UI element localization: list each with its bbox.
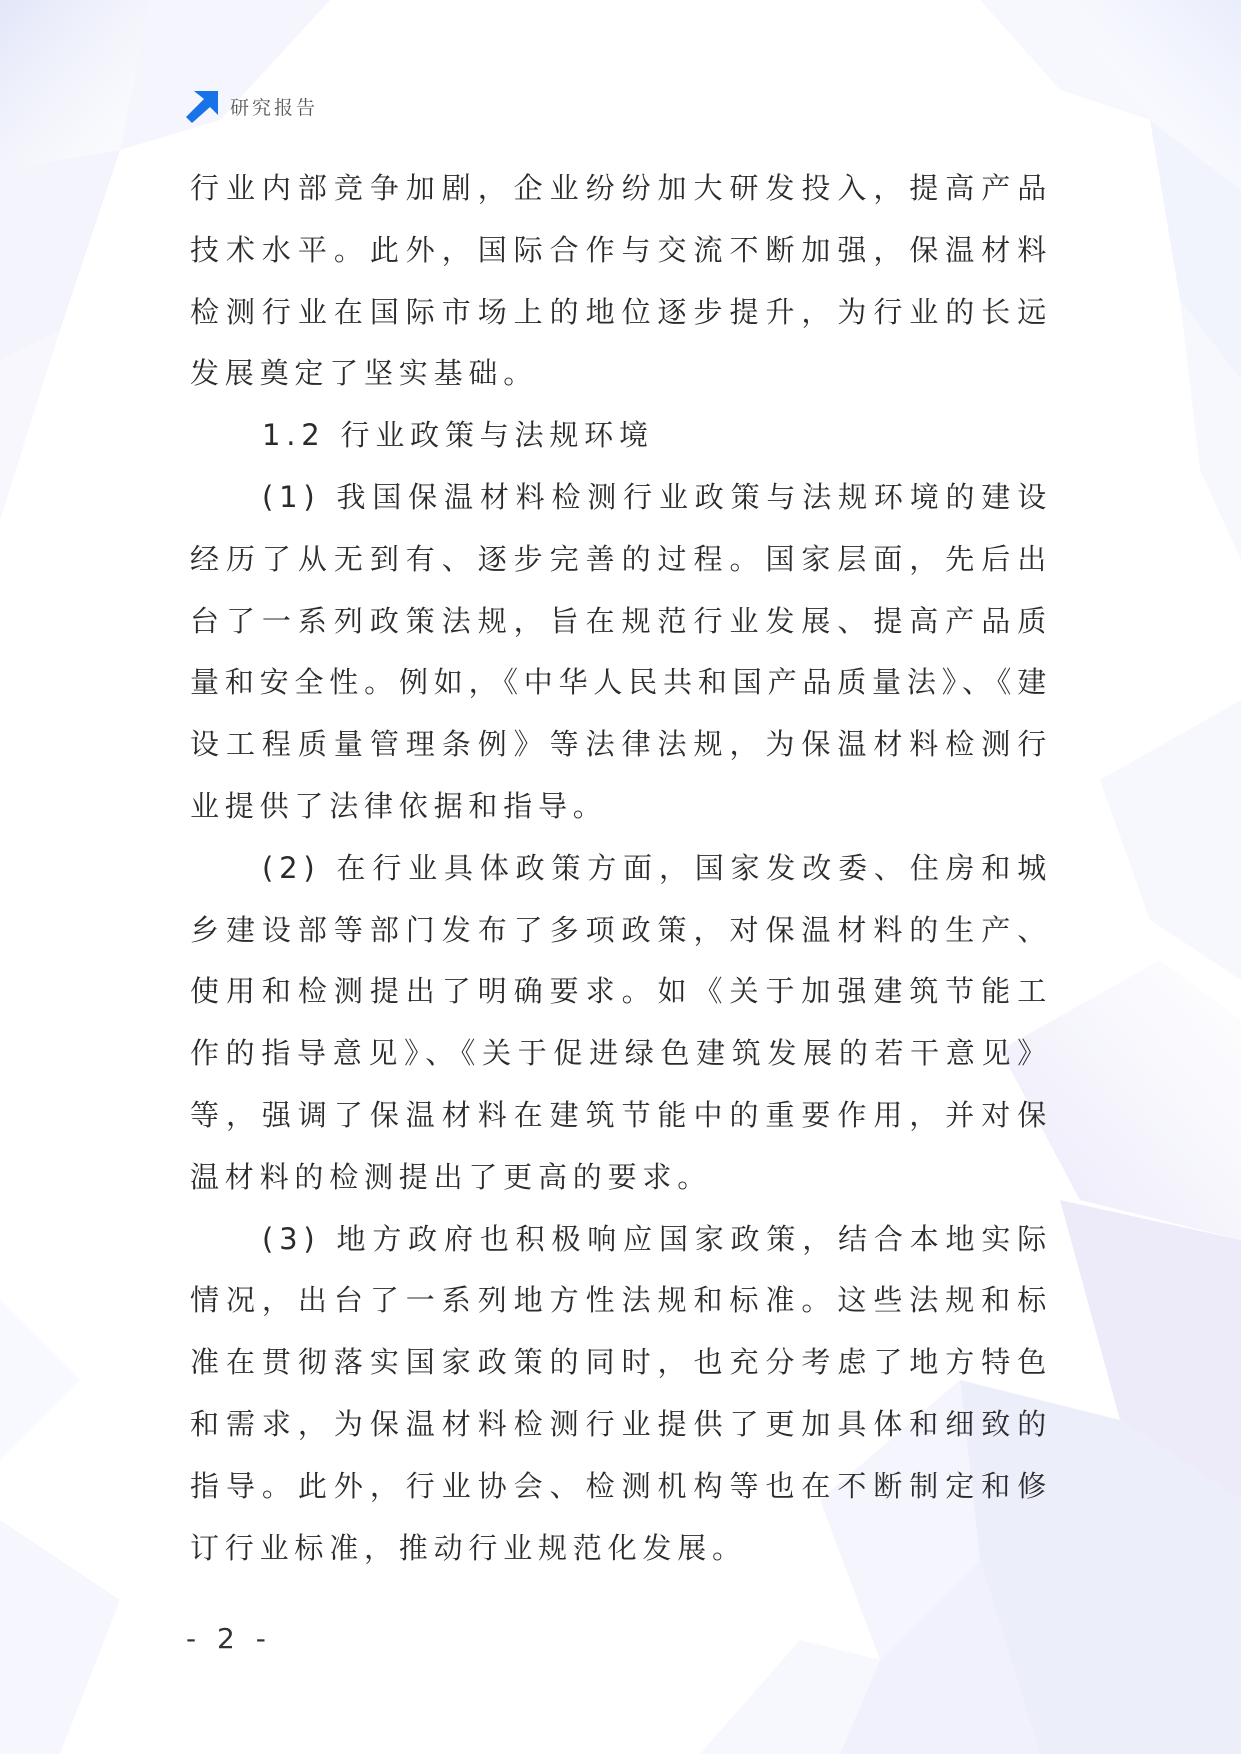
- section-heading: 1.2 行业政策与法规环境: [262, 418, 654, 453]
- arrow-up-right-icon: [186, 89, 220, 123]
- paragraph-continuation: 行业内部竞争加剧，企业纷纷加大研发投入，提高产品技术水平。此外，国际合作与交流不断加强，保温材料检测行业在国际市场上的地位逐步提升，为行业的长远发展奠定了坚实基础。: [190, 171, 1052, 391]
- paragraph-1: (1) 我国保温材料检测行业政策与法规环境的建设经历了从无到有、逐步完善的过程。国家层面，先后出台了一系列政策法规，旨在规范行业发展、提高产品质量和安全性。例如，《中华人民共和国产品质量法》、《建设工程质量管理条例》等法律法规，为保温材料检测行业提供了法律依据和指导。: [190, 479, 1052, 823]
- document-body: [190, 158, 1052, 1579]
- header-title: 研究报告: [230, 96, 319, 119]
- paragraph-2: (2) 在行业具体政策方面，国家发改委、住房和城乡建设部等部门发布了多项政策，对保温材料的生产、使用和检测提出了明确要求。如《关于加强建筑节能工作的指导意见》、《关于促进绿色建筑发展的若干意见》等，强调了保温材料在建筑节能中的重要作用，并对保温材料的检测提出了更高的要求。: [190, 850, 1052, 1194]
- page-number: - 2 -: [186, 1622, 272, 1655]
- report-header: [186, 88, 318, 124]
- paragraph-3: (3) 地方政府也积极响应国家政策，结合本地实际情况，出台了一系列地方性法规和标准。这些法规和标准在贯彻落实国家政策的同时，也充分考虑了地方特色和需求，为保温材料检测行业提供了更加具体和细致的指导。此外，行业协会、检测机构等也在不断制定和修订行业标准，推动行业规范化发展。: [190, 1221, 1052, 1565]
